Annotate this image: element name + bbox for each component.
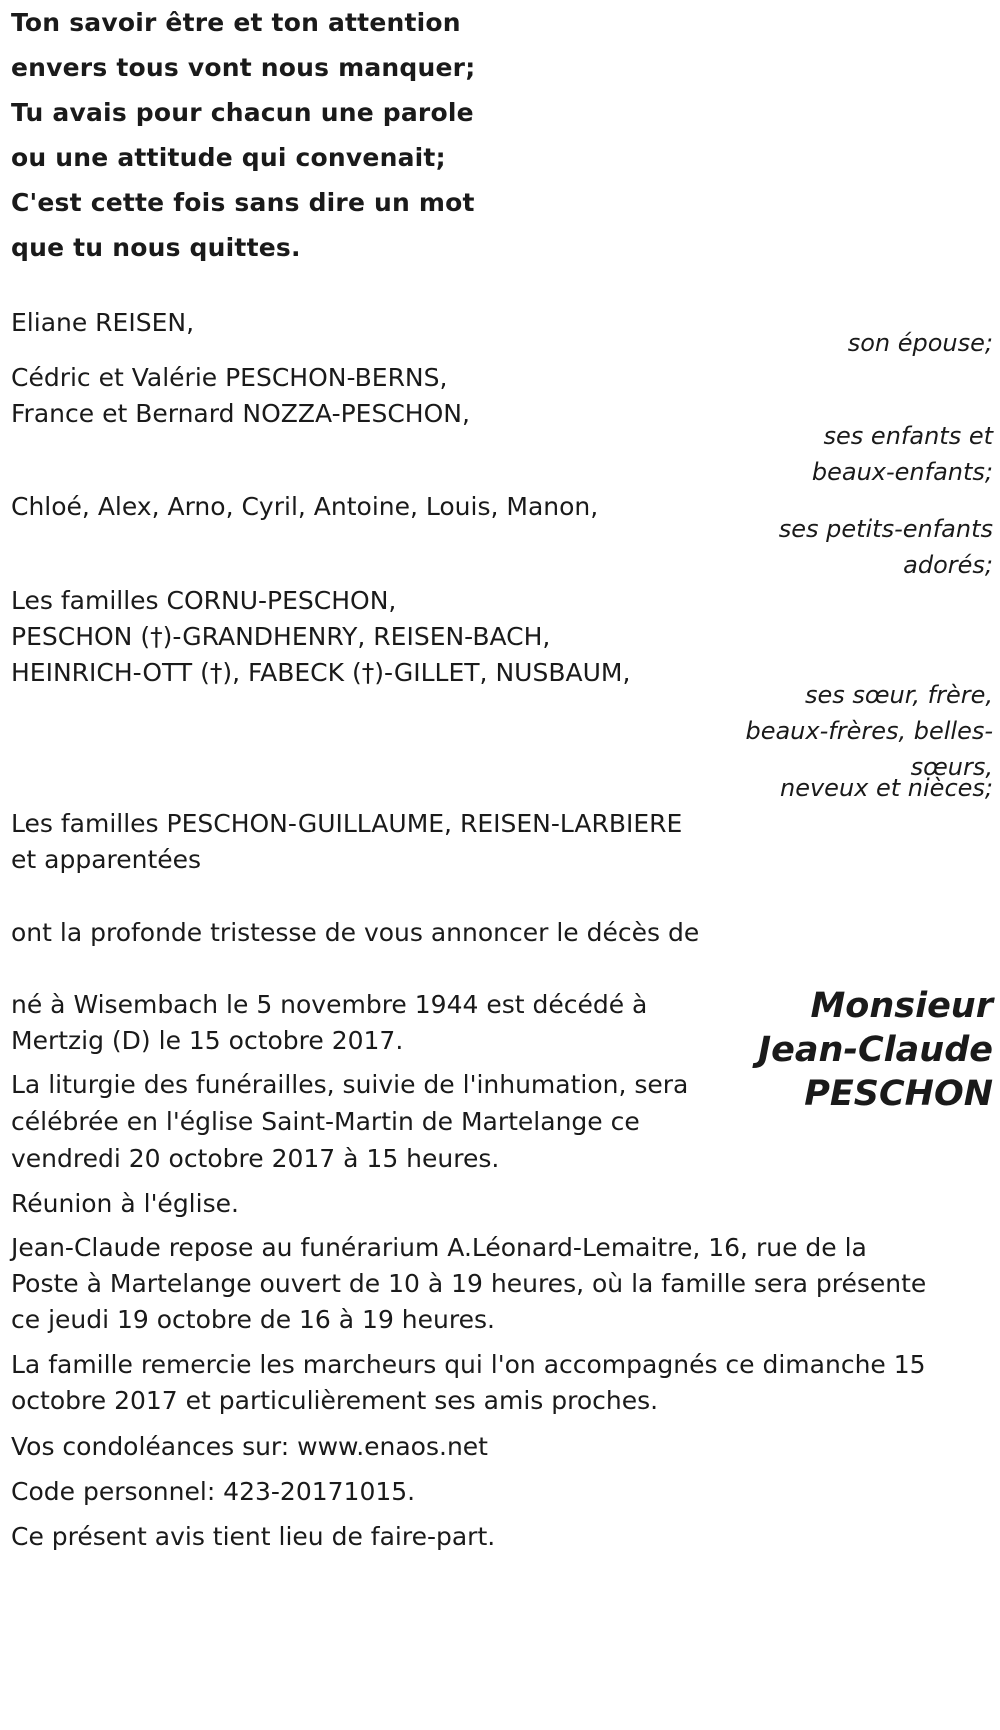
poem-line: Tu avais pour chacun une parole — [11, 98, 474, 127]
funerarium-line: Jean-Claude repose au funérarium A.Léonard-Lemaitre, 16, rue de la — [11, 1233, 867, 1262]
children-relation: beaux-enfants; — [811, 458, 993, 486]
siblings-relation: neveux et nièces; — [780, 774, 993, 802]
siblings-relation: beaux-frères, belles- — [745, 717, 993, 745]
funeral-line: célébrée en l'église Saint-Martin de Martelange ce — [11, 1107, 640, 1136]
thanks-line: octobre 2017 et particulièrement ses amis proches. — [11, 1386, 659, 1415]
sibling-families: Les familles CORNU-PESCHON, — [11, 586, 397, 615]
poem-line: ou une attitude qui convenait; — [11, 143, 446, 172]
funeral-line: vendredi 20 octobre 2017 à 15 heures. — [11, 1144, 500, 1173]
siblings-relation: sœurs, — [910, 753, 993, 781]
faire-part-notice: Ce présent avis tient lieu de faire-part. — [11, 1522, 496, 1551]
funerarium-line: ce jeudi 19 octobre de 16 à 19 heures. — [11, 1305, 495, 1334]
deceased-title: Monsieur — [810, 986, 993, 1026]
announcement-text: ont la profonde tristesse de vous annoncer le décès de — [11, 918, 700, 947]
meeting-text: Réunion à l'église. — [11, 1189, 239, 1218]
child-names: Cédric et Valérie PESCHON-BERNS, — [11, 363, 448, 392]
deceased-first-name: Jean-Claude — [758, 1030, 993, 1070]
relative-families: Les familles PESCHON-GUILLAUME, REISEN-LARBIERE — [11, 809, 683, 838]
child-names: France et Bernard NOZZA-PESCHON, — [11, 399, 470, 428]
spouse-relation: son épouse; — [847, 329, 993, 357]
funerarium-line: Poste à Martelange ouvert de 10 à 19 heures, où la famille sera présente — [11, 1269, 927, 1298]
children-relation: ses enfants et — [823, 422, 993, 450]
thanks-line: La famille remercie les marcheurs qui l'on accompagnés ce dimanche 15 — [11, 1350, 926, 1379]
grandchildren-relation: adorés; — [903, 551, 993, 579]
grandchildren-relation: ses petits-enfants — [778, 515, 993, 543]
funeral-line: La liturgie des funérailles, suivie de l'inhumation, sera — [11, 1070, 689, 1099]
siblings-relation: ses sœur, frère, — [804, 681, 993, 709]
sibling-families: PESCHON (†)-GRANDHENRY, REISEN-BACH, — [11, 622, 551, 651]
relative-families: et apparentées — [11, 845, 202, 874]
poem-line: envers tous vont nous manquer; — [11, 53, 476, 82]
spouse-name: Eliane REISEN, — [11, 308, 195, 337]
personal-code: Code personnel: 423-20171015. — [11, 1477, 416, 1506]
birth-death-line: Mertzig (D) le 15 octobre 2017. — [11, 1026, 404, 1055]
birth-death-line: né à Wisembach le 5 novembre 1944 est décédé à — [11, 990, 648, 1019]
poem-line: C'est cette fois sans dire un mot — [11, 188, 475, 217]
deceased-last-name: PESCHON — [804, 1074, 993, 1114]
condolences-text: Vos condoléances sur: www.enaos.net — [11, 1432, 488, 1461]
grandchildren-names: Chloé, Alex, Arno, Cyril, Antoine, Louis, Manon, — [11, 492, 599, 521]
sibling-families: HEINRICH-OTT (†), FABECK (†)-GILLET, NUSBAUM, — [11, 658, 631, 687]
poem-line: que tu nous quittes. — [11, 233, 301, 262]
poem-line: Ton savoir être et ton attention — [11, 8, 461, 37]
